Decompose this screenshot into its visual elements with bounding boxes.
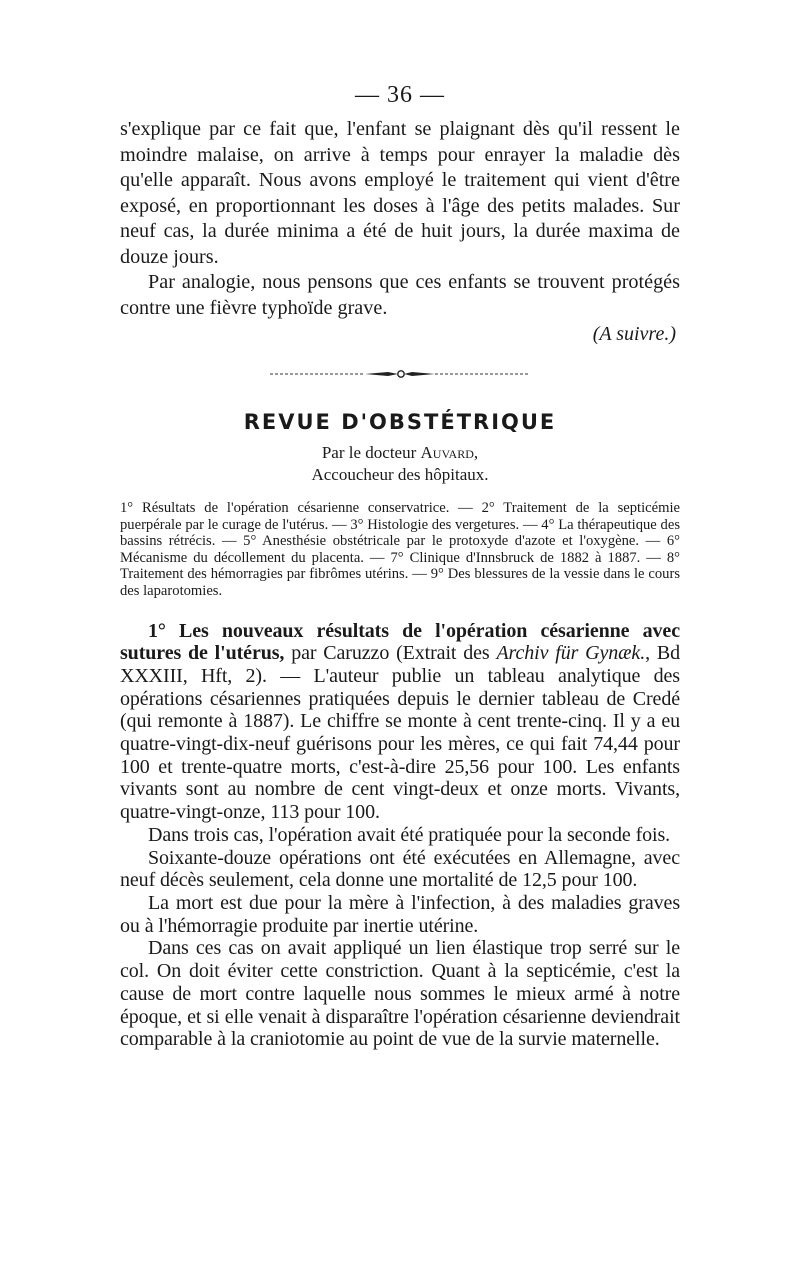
ornamental-rule xyxy=(120,364,680,384)
article-first-paragraph xyxy=(120,620,680,824)
article-paragraph: Dans ces cas on avait appliqué un lien élastique trop serré sur le col. On doit éviter cette constriction. Quant à la septicémie, c'est la cause de mort contre laquelle nous sommes le mieux armé à notre époque, et si elle venait à disparaître l'opération césarienne deviendrait comparable à la craniotomie au point de vue de la survie maternelle. xyxy=(120,937,680,1051)
author-name: Auvard, xyxy=(420,443,479,462)
journal-title: Archiv für Gynæk. xyxy=(496,642,646,665)
byline-prefix: Par le docteur xyxy=(321,443,417,462)
page xyxy=(120,82,680,1051)
continued-paragraph: s'explique par ce fait que, l'enfant se plaignant dès qu'il ressent le moindre malaise, on arrive à temps pour enrayer la maladie dès qu'elle apparaît. Nous avons employé le traitement qui vient d'être exposé, en proportionnant les doses à l'âge des petits malades. Sur neuf cas, la durée minima a été de huit jours, la durée maxima de douze jours. xyxy=(120,118,680,268)
byline xyxy=(120,442,680,464)
summary: 1° Résultats de l'opération césarienne conservatrice. — 2° Traitement de la septicémie puerpérale par le curage de l'utérus. — 3° Histologie des vergetures. — 4° La thérapeutique des bassins rétrécis. — 5° Anesthésie obstétricale par le protoxyde d'azote et l'oxygène. — 6° Mécanisme du décollement du placenta. — 7° Clinique d'Innsbruck de 1882 à 1887. — 8° Traitement des hémorragies par fibrômes utérins. — 9° Des blessures de la vessie dans le cours des laparotomies. xyxy=(120,500,680,599)
article-paragraph: Soixante-douze opérations ont été exécutées en Allemagne, avec neuf décès seulement, cela donne une mortalité de 12,5 pour 100. xyxy=(120,846,680,892)
continued-paragraph: Par analogie, nous pensons que ces enfants se trouvent protégés contre une fièvre typhoïde grave. xyxy=(120,271,680,319)
article-paragraph: La mort est due pour la mère à l'infection, à des maladies graves ou à l'hémorragie produite par inertie utérine. xyxy=(120,892,680,937)
article-reference-suffix: , Bd XXXIII, Hft, 2). — L'auteur publie un tableau analytique des opérations césariennes pratiquées depuis le dernier tableau de Credé (qui remonte à 1887). Le chiffre se monte à cent trente-cinq. Il y a eu quatre-vingt-dix-neuf guérisons pour les mères, ce qui fait 74,44 pour 100 et trente-quatre morts, c'est-à-dire 25,56 pour 100. Les enfants vivants sont au nombre de cent vingt-deux et onze morts. Vivants, quatre-vingt-onze, 113 pour 100. xyxy=(120,642,680,824)
article-reference-prefix: par Caruzzo (Extrait des xyxy=(284,642,497,665)
ornament-divider-icon xyxy=(270,367,530,381)
to-be-continued: (A suivre.) xyxy=(592,323,676,345)
page-number: — 36 — xyxy=(355,82,445,108)
author-role: Accoucheur des hôpitaux. xyxy=(311,465,489,484)
article-heading: 1° Les nouveaux résultats de l'opération césarienne avec sutures de l'utérus, xyxy=(120,619,680,665)
section-title: REVUE D'OBSTÉTRIQUE xyxy=(243,410,557,434)
article-paragraph: Dans trois cas, l'opération avait été pratiquée pour la seconde fois. xyxy=(148,823,671,846)
